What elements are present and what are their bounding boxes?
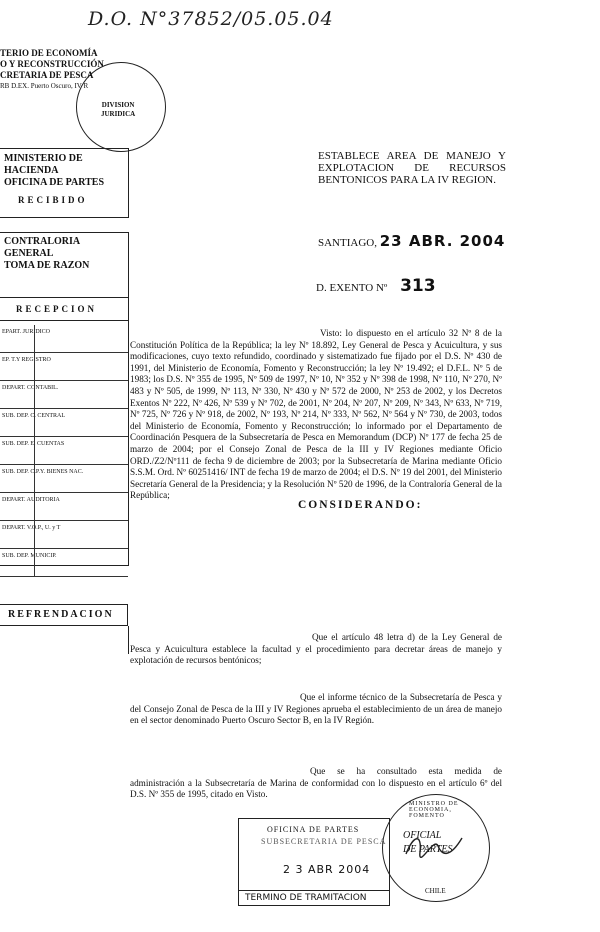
stamp-ministro-bottom: CHILE <box>425 887 446 895</box>
oficina-partes-stamp <box>238 818 390 906</box>
header-line-4: RB D.EX. Puerto Oscuro, IV R <box>0 82 89 90</box>
header-line-2: O Y RECONSTRUCCIÓN <box>0 59 104 69</box>
refrendacion-label: REFRENDACION <box>0 604 128 626</box>
contraloria-row: EPART. JURIDICO <box>0 325 128 353</box>
stamp-oficina-footer: TERMINO DE TRAMITACION <box>239 890 389 905</box>
contraloria-rows <box>0 325 128 577</box>
contraloria-row: DEPART. CONTABIL. <box>0 381 128 409</box>
division-juridica-stamp <box>76 62 166 152</box>
considerando-paragraph-3: Que se ha consultado esta medida de administración a la Subsecretaría de Marina de conformidad con lo dispuesto en el artículo 6º del D.S. Nº 355 de 1995, citado en Visto. <box>130 766 502 800</box>
recibido-label: RECIBIDO <box>18 195 88 205</box>
decree-title: ESTABLECE AREA DE MANEJO Y EXPLOTACION DE RECURSOS BENTONICOS PARA LA IV REGION. <box>318 150 506 186</box>
decree-date <box>318 232 505 250</box>
contraloria-row: DEPART. V.O.P., U. y T <box>0 521 128 549</box>
considerando-paragraph-2: Que el informe técnico de la Subsecretaría de Pesca y del Consejo Zonal de Pesca de la III y IV Regiones aprueba el establecimiento de un área de manejo en el sector denominado Puerto Oscuro Sector B, en la IV Región. <box>130 692 502 726</box>
stamp-oficina-line-2: SUBSECRETARIA DE PESCA <box>261 837 387 846</box>
considerando-paragraph-1: Que el artículo 48 letra d) de la Ley General de Pesca y Acuicultura establece la facultad y el procedimiento para decretar áreas de manejo y explotación de recursos bentónicos; <box>130 632 502 666</box>
hacienda-box <box>0 148 129 218</box>
contraloria-row: SUB. DEP. C.P.Y. BIENES NAC. <box>0 465 128 493</box>
stamp-oficina-line-1: OFICINA DE PARTES <box>267 825 360 834</box>
stamp-ministro-line-2: DE PARTES <box>403 844 453 855</box>
contraloria-line-2: TOMA DE RAZON <box>4 260 90 271</box>
stamp-oficina-date: 2 3 ABR 2004 <box>283 863 371 876</box>
exento-line <box>316 276 436 296</box>
hacienda-line-2: OFICINA DE PARTES <box>4 177 105 188</box>
contraloria-row: SUB. DEP. MUNICIP. <box>0 549 128 577</box>
exento-number: 313 <box>400 276 436 296</box>
signature-scribble <box>404 832 464 860</box>
stamp-line-1: DIVISION <box>101 101 135 109</box>
header-line-1: TERIO DE ECONOMÍA <box>0 48 98 58</box>
stamp-line-2: JURIDICA <box>101 110 136 118</box>
stamp-rim-text: MINISTRO DE ECONOMIA, FOMENTO <box>409 801 459 819</box>
contraloria-row: SUB. DEP. C. CENTRAL <box>0 409 128 437</box>
considerando-heading: CONSIDERANDO: <box>298 499 423 511</box>
contraloria-row: DEPART. AUDITORIA <box>0 493 128 521</box>
contraloria-row: EP. T.Y REGISTRO <box>0 353 128 381</box>
date-prefix: SANTIAGO, <box>318 237 377 249</box>
refrendacion-box <box>0 626 129 654</box>
handwritten-annotation: D.O. N°37852/05.05.04 <box>88 8 334 30</box>
contraloria-row: SUB. DEP. E. CUENTAS <box>0 437 128 465</box>
contraloria-box <box>0 232 129 566</box>
contraloria-line-1: CONTRALORIA GENERAL <box>4 236 80 259</box>
date-value: 23 ABR. 2004 <box>379 232 506 250</box>
header-line-3: CRETARIA DE PESCA <box>0 70 94 80</box>
recepcion-label: RECEPCION <box>0 297 128 321</box>
stamp-ministro-line-1: OFICIAL <box>403 830 442 841</box>
hacienda-line-1: MINISTERIO DE HACIENDA <box>4 153 83 176</box>
visto-paragraph: Visto: lo dispuesto en el artículo 32 Nº 8 de la Constitución Política de la República; la ley Nº 18.892, Ley General de Pesca y Acuicultura, y sus modificaciones, cuyo texto refundido, coordinado y sistematizado fue fijado por el D.S. Nº 430 de 1991, del Ministerio de Economía, Fomento y Reconstrucción; la ley Nº 19.492; el D.F.L. Nº 5 de 1983; los D.S. Nº 355 de 1995, Nº 509 de 1997, Nº 10, Nº 352 y Nº 398 de 1998, Nº 110, Nº 270, Nº 483 y Nº 505, de 1999, Nº 113, Nº 330, Nº 430 y Nº 572 de 2000, Nº 253 de 2002, y los Decretos Exentos Nº 222, Nº 426, Nº 539 y Nº 702, de 2001, Nº 204, Nº 207, Nº 209, Nº 343, Nº 633, Nº 719, Nº 725, Nº 726 y Nº 918, de 2002, Nº 193, Nº 214, Nº 333, Nº 562, Nº 564 y Nº 730, de 2003, todos del Ministerio de Economía, Fomento y Reconstrucción; lo informado por el Departamento de Coordinación Pesquera de la Subsecretaría de Pesca en Memorandum (DCP) Nº 177 de fecha 25 de marzo de 2004; por el Consejo Zonal de Pesca de la III y IV Regiones mediante Oficio ORD./Z2/Nº111 de fecha 9 de diciembre de 2003; por la Subsecretaría de Marina mediante Oficio S.S.M. Ord. Nº 6025141​6/ INT de fecha 19 de marzo de 2004; el D.S. Nº 19 del 2001, del Ministerio Secretaría General de la Presidencia; y la Resolución Nº 520 de 1996, de la Contraloría General de la República; <box>130 328 502 501</box>
exento-label: D. EXENTO Nº <box>316 282 388 294</box>
